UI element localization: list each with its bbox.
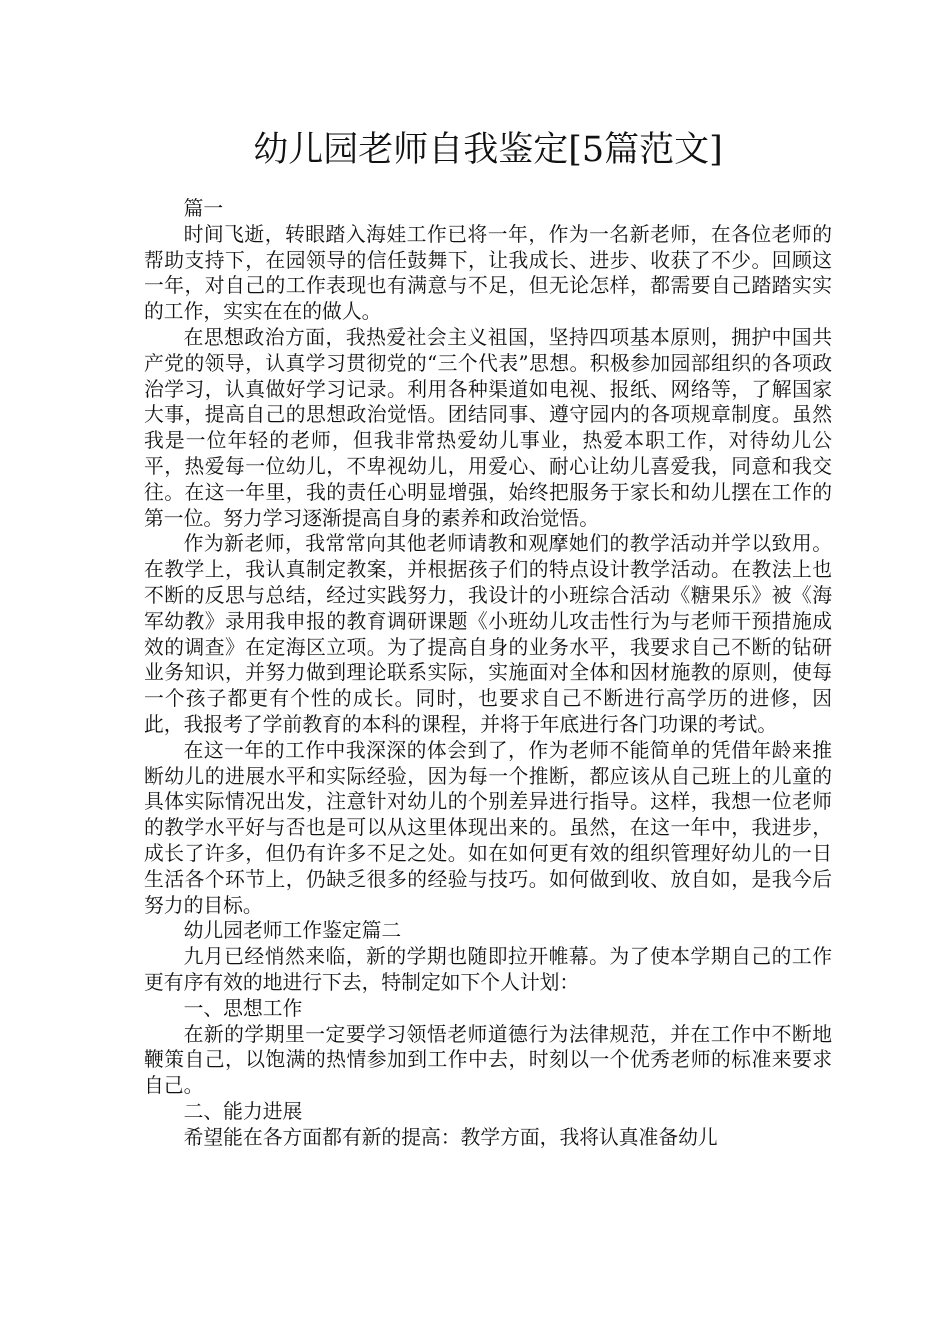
- paragraph-ability: 希望能在各方面都有新的提高：教学方面，我将认真准备幼儿: [183, 1125, 718, 1149]
- paragraph-political: 在思想政治方面，我热爱社会主义祖国，坚持四项基本原则，拥护中国共产党的领导，认真学习贯彻党的“三个代表”思想。积极参加园部组织的各项政治学习，认真做好学习记录。利用各种渠道如电视、报纸、网络等，了解国家大事，提高自己的思想政治觉悟。团结同事、遵守园内的各项规章制度。虽然我是一位年轻的老师，但我非常热爱幼儿事业，热爱本职工作，对待幼儿公平，热爱每一位幼儿，不卑视幼儿，用爱心、耐心让幼儿喜爱我，同意和我交往。在这一年里，我的责任心明显增强，始终把服务于家长和幼儿摆在工作的第一位。努力学习逐渐提高自身的素养和政治觉悟。: [144, 325, 832, 530]
- paragraph-teaching: 作为新老师，我常常向其他老师请教和观摩她们的教学活动并学以致用。在教学上，我认真制定教案，并根据孩子们的特点设计教学活动。在教法上也不断的反思与总结，经过实践努力，我设计的小班综合活动《糖果乐》被《海军幼教》录用我申报的教育调研课题《小班幼儿攻击性行为与老师干预措施成效的调查》在定海区立项。为了提高自身的业务水平，我要求自己不断的钻研业务知识，并努力做到理论联系实际，实施面对全体和因材施教的原则，使每一个孩子都更有个性的成长。同时，也要求自己不断进行高学历的进修，因此，我报考了学前教育的本科的课程，并将于年底进行各门功课的考试。: [144, 532, 832, 736]
- document-page: [144, 124, 832, 1150]
- document-body: [144, 196, 832, 1150]
- section-heading-part-one: 篇一: [183, 197, 224, 220]
- paragraph-semester-plan: 九月已经悄然来临，新的学期也随即拉开帷幕。为了使本学期自己的工作更有序有效的地进行下去，特制定如下个人计划：: [144, 945, 832, 994]
- paragraph-ideology: 在新的学期里一定要学习领悟老师道德行为法律规范，并在工作中不断地鞭策自己，以饱满的热情参加到工作中去，时刻以一个优秀老师的标准来要求自己。: [144, 1022, 832, 1098]
- document-title: 幼儿园老师自我鉴定[5篇范文]: [253, 130, 723, 170]
- subheading-ability: 二、能力进展: [183, 1099, 303, 1123]
- paragraph-reflection: 在这一年的工作中我深深的体会到了，作为老师不能简单的凭借年龄来推断幼儿的进展水平和实际经验，因为每一个推断，都应该从自己班上的儿童的具体实际情况出发，注意针对幼儿的个别差异进行指导。这样，我想一位老师的教学水平好与否也是可以从这里体现出来的。虽然，在这一年中，我进步，成长了许多，但仍有许多不足之处。如在如何更有效的组织管理好幼儿的一日生活各个环节上，仍缺乏很多的经验与技巧。如何做到收、放自如，是我今后努力的目标。: [144, 738, 832, 917]
- subheading-ideology: 一、思想工作: [183, 996, 303, 1020]
- paragraph-intro: 时间飞逝，转眼踏入海娃工作已将一年，作为一名新老师，在各位老师的帮助支持下，在园领导的信任鼓舞下，让我成长、进步、收获了不少。回顾这一年，对自己的工作表现也有满意与不足，但无论怎样，都需要自己踏踏实实的工作，实实在在的做人。: [144, 222, 832, 324]
- section-heading-part-two: 幼儿园老师工作鉴定篇二: [183, 919, 402, 943]
